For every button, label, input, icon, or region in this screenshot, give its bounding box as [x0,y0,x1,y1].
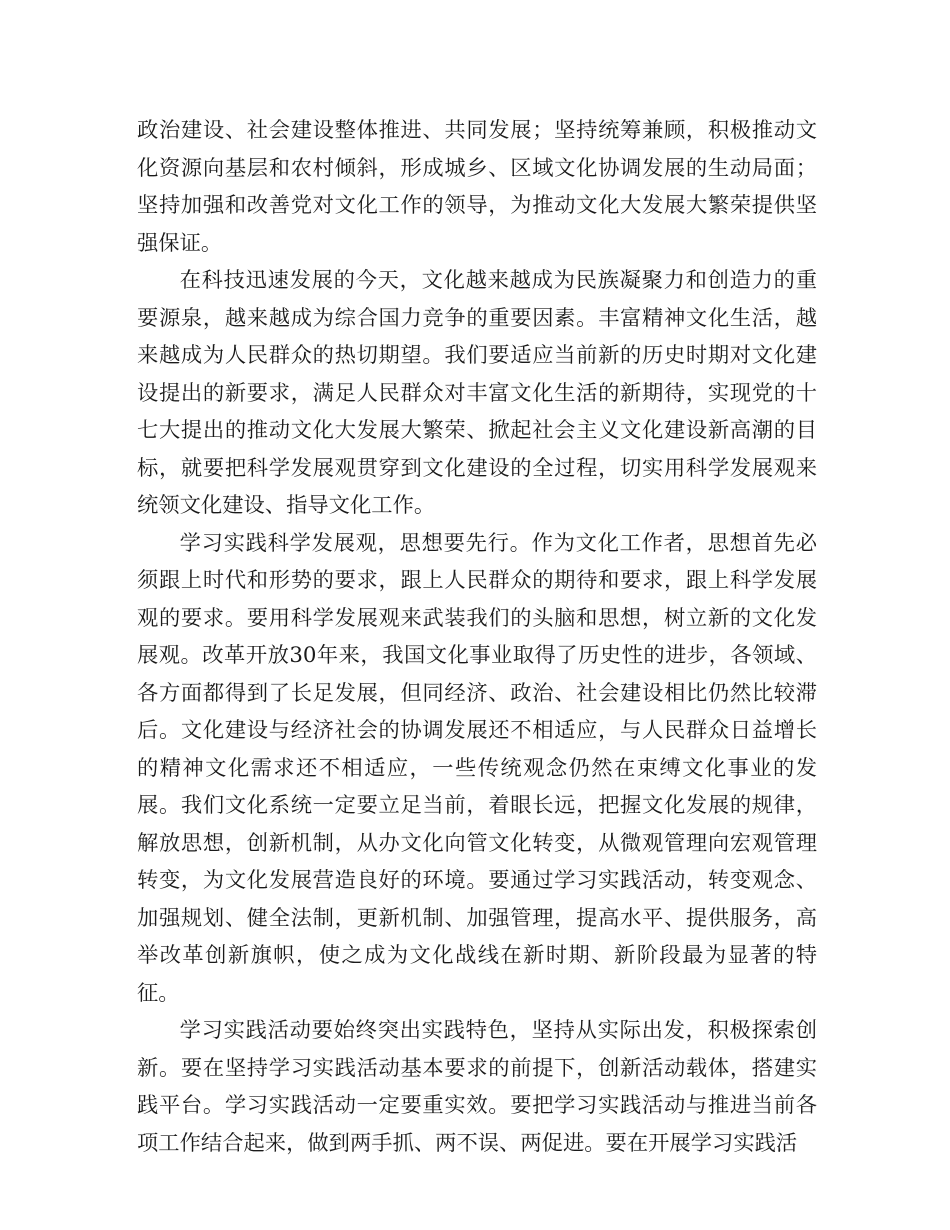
paragraph-2: 在科技迅速发展的今天，文化越来越成为民族凝聚力和创造力的重要源泉，越来越成为综合国力竞争的重要因素。丰富精神文化生活，越来越成为人民群众的热切期望。我们要适应当前新的历史时期对文化建设提出的新要求，满足人民群众对丰富文化生活的新期待，实现党的十七大提出的推动文化大发展大繁荣、掀起社会主义文化建设新高潮的目标，就要把科学发展观贯穿到文化建设的全过程，切实用科学发展观来统领文化建设、指导文化工作。 [137,268,817,518]
paragraph-1: 政治建设、社会建设整体推进、共同发展；坚持统筹兼顾，积极推动文化资源向基层和农村倾斜，形成城乡、区域文化协调发展的生动局面；坚持加强和改善党对文化工作的领导，为推动文化大发展大繁荣提供坚强保证。 [137,118,817,256]
paragraph-3: 学习实践科学发展观，思想要先行。作为文化工作者，思想首先必须跟上时代和形势的要求，跟上人民群众的期待和要求，跟上科学发展观的要求。要用科学发展观来武装我们的头脑和思想，树立新的文化发展观。改革开放30年来，我国文化事业取得了历史性的进步，各领域、各方面都得到了长足发展，但同经济、政治、社会建设相比仍然比较滞后。文化建设与经济社会的协调发展还不相适应，与人民群众日益增长的精神文化需求还不相适应，一些传统观念仍然在束缚文化事业的发展。我们文化系统一定要立足当前，着眼长远，把握文化发展的规律，解放思想，创新机制，从办文化向管文化转变，从微观管理向宏观管理转变，为文化发展营造良好的环境。要通过学习实践活动，转变观念、加强规划、健全法制，更新机制、加强管理，提高水平、提供服务，高举改革创新旗帜，使之成为文化战线在新时期、新阶段最为显著的特征。 [137,530,817,1006]
paragraph-4: 学习实践活动要始终突出实践特色，坚持从实际出发，积极探索创新。要在坚持学习实践活动基本要求的前提下，创新活动载体，搭建实践平台。学习实践活动一定要重实效。要把学习实践活动与推进当前各项工作结合起来，做到两手抓、两不误、两促进。要在开展学习实践活 [137,1018,817,1156]
document-body [137,112,817,1162]
